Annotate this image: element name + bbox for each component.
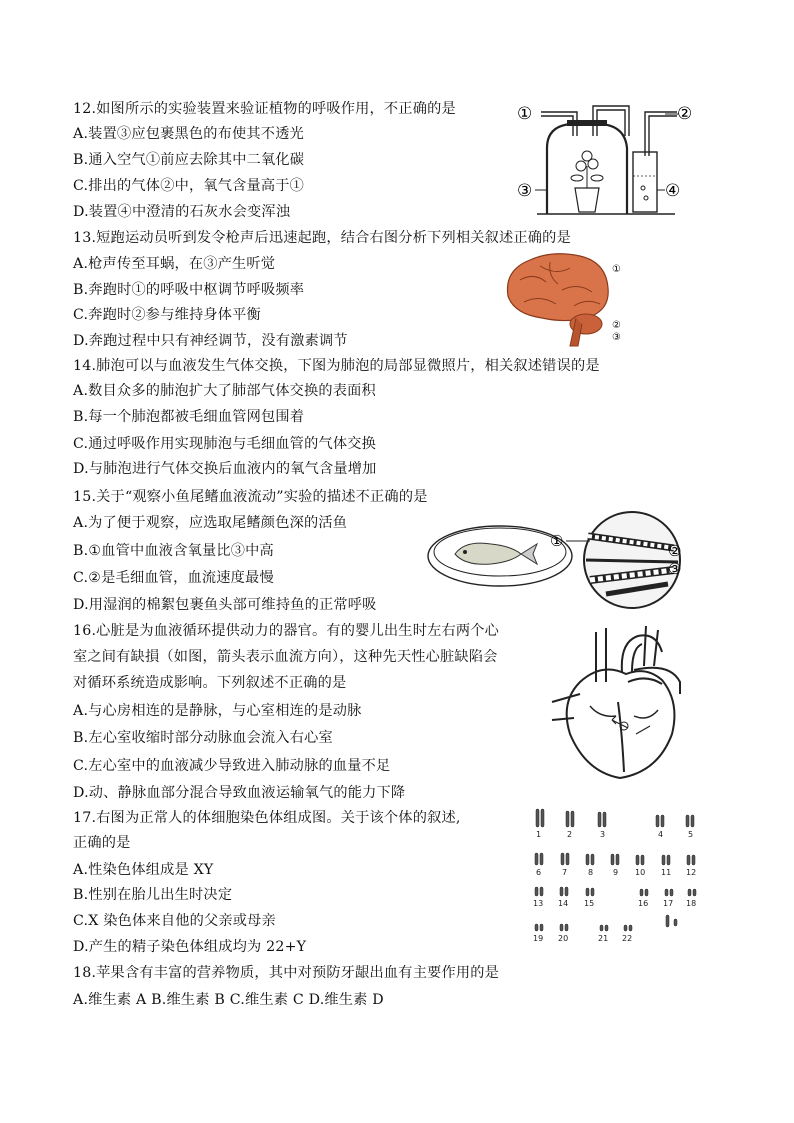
q17-option-b: B.性别在胎儿出生时决定 [73,887,233,903]
chromosome-22-label: 22 [622,934,633,943]
chromosome-3-label: 3 [600,830,606,839]
brain-diagram [500,250,630,350]
label-3: ③ [517,181,533,201]
q14-option-a: A.数目众多的肺泡扩大了肺部气体交换的表面积 [73,383,376,399]
chromosome-19-label: 19 [533,934,544,943]
chromosome-10-label: 10 [635,868,646,877]
chromosome-20-label: 20 [558,934,569,943]
q14-option-d: D.与肺泡进行气体交换后血液内的氧气含量增加 [73,461,377,477]
q12-stem: 12.如图所示的实验装置来验证植物的呼吸作用，不正确的是 [73,101,456,117]
label-2: ② [677,104,693,124]
chromosome-7-label: 7 [562,868,568,877]
q13-option-b: B.奔跑时①的呼吸中枢调节呼吸频率 [73,282,305,298]
capillary-microscope-view [550,508,690,613]
chromosome-12-label: 12 [686,868,697,877]
label-4: ④ [665,181,681,201]
q16-stem-line3: 对循环系统造成影响。下列叙述不正确的是 [73,675,347,691]
q14-stem: 14.肺泡可以与血液发生气体交换，下图为肺泡的局部显微照片，相关叙述错误的是 [73,358,600,374]
vessel-label-1: ① [550,532,564,550]
q13-option-d: D.奔跑过程中只有神经调节，没有激素调节 [73,333,348,349]
q18-options: A.维生素 A B.维生素 B C.维生素 C D.维生素 D [73,992,384,1008]
q16-option-a: A.与心房相连的是静脉，与心室相连的是动脉 [73,703,362,719]
chromosome-21-label: 21 [598,934,609,943]
chromosome-13-label: 13 [533,899,544,908]
chromosome-2-label: 2 [567,830,573,839]
q17-option-d: D.产生的精子染色体组成均为 22+Y [73,939,307,955]
q14-option-b: B.每一个肺泡都被毛细血管网包围着 [73,409,305,425]
q15-option-c: C.②是毛细血管，血流速度最慢 [73,570,274,586]
q13-stem: 13.短跑运动员听到发令枪声后迅速起跑，结合右图分析下列相关叙述正确的是 [73,230,571,246]
karyotype-diagram [522,805,707,950]
chromosome-16-label: 16 [638,899,649,908]
label-1: ① [517,104,533,124]
q13-option-a: A.枪声传至耳蜗，在③产生听觉 [73,256,276,272]
q15-option-a: A.为了便于观察，应选取尾鳍颜色深的活鱼 [73,515,348,531]
plant-respiration-apparatus [515,96,695,221]
chromosome-14-label: 14 [558,899,569,908]
q17-option-c: C.X 染色体来自他的父亲或母亲 [73,913,276,929]
heart-defect-diagram [550,622,685,782]
q15-stem: 15.关于“观察小鱼尾鳍血液流动”实验的描述不正确的是 [73,489,428,505]
q12-option-b: B.通入空气①前应去除其中二氧化碳 [73,152,305,168]
chromosome-5-label: 5 [688,830,694,839]
q17-stem-line2: 正确的是 [73,835,131,851]
brain-label-1: ① [612,264,621,275]
q16-option-b: B.左心室收缩时部分动脉血会流入右心室 [73,730,333,746]
chromosome-11-label: 11 [661,868,672,877]
q16-option-c: C.左心室中的血液减少导致进入肺动脉的血量不足 [73,758,391,774]
q15-option-d: D.用湿润的棉絮包裹鱼头部可维持鱼的正常呼吸 [73,597,377,613]
chromosome-9-label: 9 [613,868,619,877]
q15-option-b: B.①血管中血液含氧量比③中高 [73,543,274,559]
q16-option-d: D.动、静脉血部分混合导致血液运输氧气的能力下降 [73,785,406,801]
q16-stem-line2: 室之间有缺損（如图，箭头表示血流方向），这种先天性心脏缺陷会 [73,649,498,665]
chromosome-17-label: 17 [663,899,674,908]
chromosome-15-label: 15 [584,899,595,908]
chromosome-6-label: 6 [536,868,542,877]
chromosome-18-label: 18 [686,899,697,908]
brain-label-2: ② [612,320,621,331]
q13-option-c: C.奔跑时②参与维持身体平衡 [73,307,261,323]
brain-label-3: ③ [612,332,621,343]
q14-option-c: C.通过呼吸作用实现肺泡与毛细血管的气体交换 [73,436,377,452]
q12-option-d: D.装置④中澄清的石灰水会变浑浊 [73,204,291,220]
q12-option-c: C.排出的气体②中，氧气含量高于① [73,178,305,194]
chromosome-1-label: 1 [536,830,542,839]
vessel-label-3: ③ [668,560,682,578]
q17-option-a: A.性染色体组成是 XY [73,862,214,878]
q16-stem-line1: 16.心脏是为血液循环提供动力的器官。有的婴儿出生时左右两个心 [73,623,500,639]
q17-stem-line1: 17.右图为正常人的体细胞染色体组成图。关于该个体的叙述, [73,810,461,826]
chromosome-8-label: 8 [588,868,594,877]
q18-stem: 18.苹果含有丰富的营养物质，其中对预防牙龈出血有主要作用的是 [73,965,500,981]
q12-option-a: A.装置③应包裹黑色的布使其不透光 [73,126,304,142]
vessel-label-2: ② [668,542,682,560]
chromosome-4-label: 4 [658,830,664,839]
